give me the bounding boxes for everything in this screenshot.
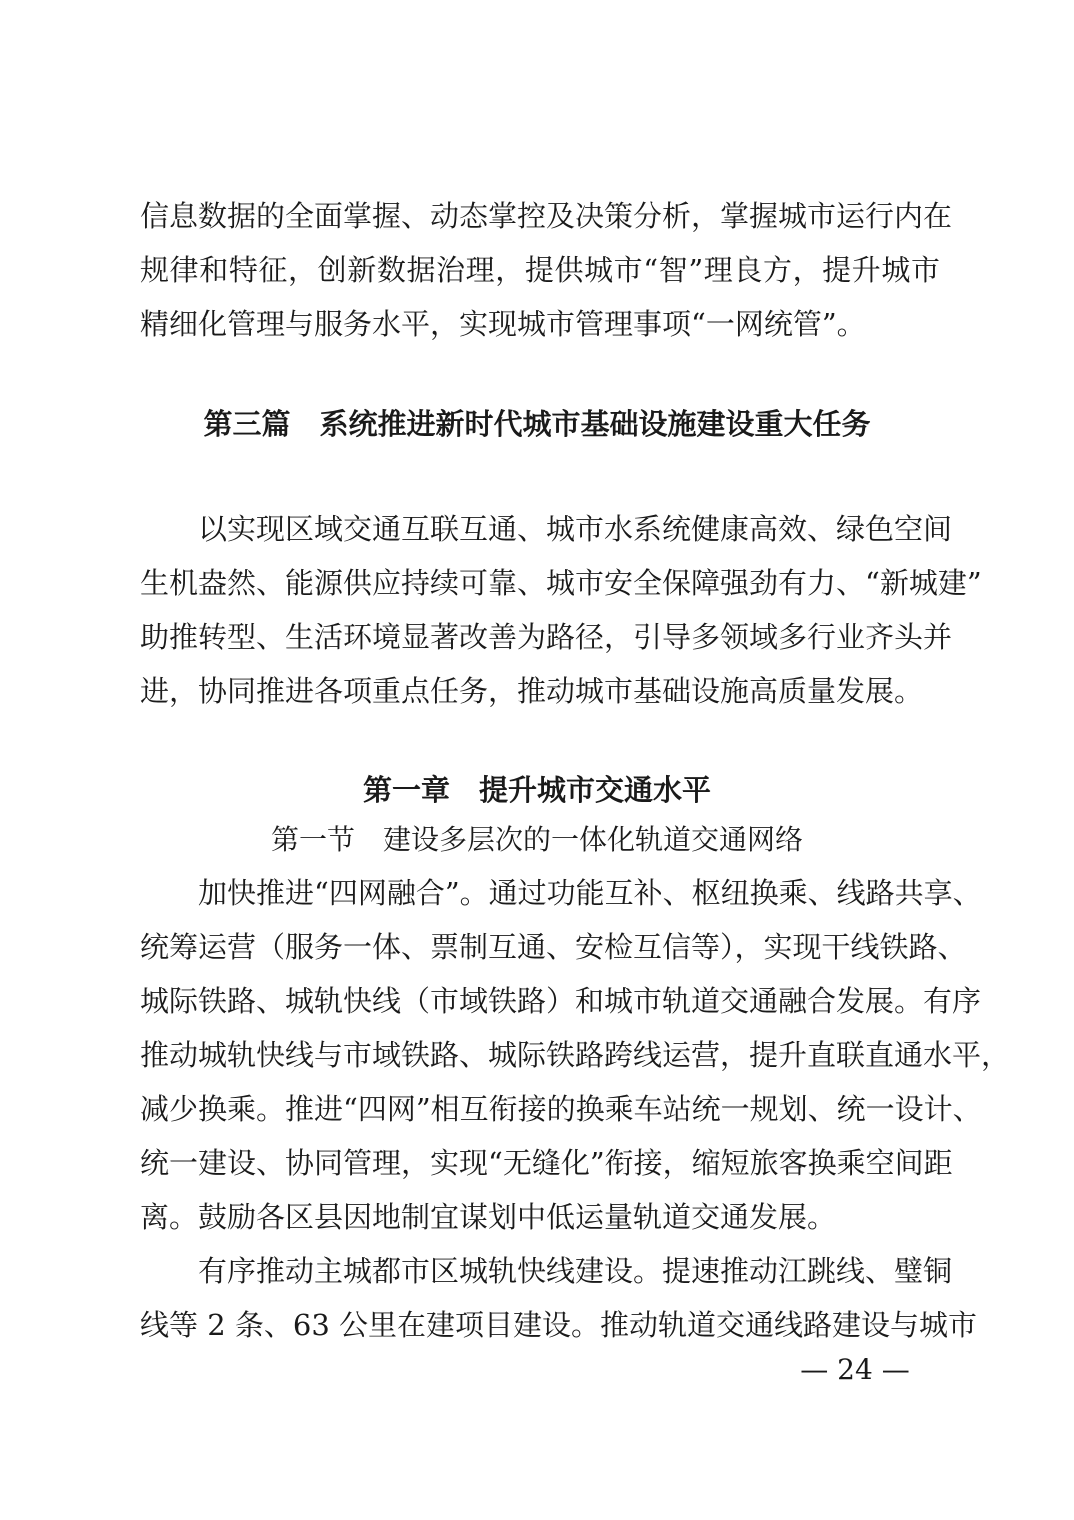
page-number: — 24 —	[800, 1353, 910, 1386]
body-text-line: 规律和特征，创新数据治理，提供城市“智”理良方，提升城市	[140, 253, 940, 287]
part-title: 第三篇 系统推进新时代城市基础设施建设重大任务	[203, 407, 871, 441]
body-text-line: 精细化管理与服务水平，实现城市管理事项“一网统管”。	[140, 307, 866, 341]
body-text-line: 统筹运营（服务一体、票制互通、安检互信等），实现干线铁路、	[140, 930, 967, 964]
body-text-line: 推动城轨快线与市域铁路、城际铁路跨线运营，提升直联直通水平，	[140, 1038, 1011, 1072]
body-text-line: 减少换乘。推进“四网”相互衔接的换乘车站统一规划、统一设计、	[140, 1092, 982, 1126]
body-text-line: 以实现区域交通互联互通、城市水系统健康高效、绿色空间	[198, 512, 953, 546]
body-text-line: 进，协同推进各项重点任务，推动城市基础设施高质量发展。	[140, 674, 924, 708]
body-text-line: 有序推动主城都市区城轨快线建设。提速推动江跳线、璧铜	[198, 1254, 953, 1288]
body-text-line: 加快推进“四网融合”。通过功能互补、枢纽换乘、线路共享、	[198, 876, 982, 910]
body-text-line: 生机盎然、能源供应持续可靠、城市安全保障强劲有力、“新城建”	[140, 566, 982, 600]
body-text-line: 统一建设、协同管理，实现“无缝化”衔接，缩短旅客换乘空间距	[140, 1146, 953, 1180]
chapter-title: 第一章 提升城市交通水平	[362, 773, 711, 807]
body-text-line: 信息数据的全面掌握、动态掌控及决策分析，掌握城市运行内在	[140, 199, 953, 233]
body-text-line: 城际铁路、城轨快线（市域铁路）和城市轨道交通融合发展。有序	[140, 984, 982, 1018]
body-text-line: 离。鼓励各区县因地制宜谋划中低运量轨道交通发展。	[140, 1200, 837, 1234]
body-text-line: 助推转型、生活环境显著改善为路径，引导多领域多行业齐头并	[140, 620, 953, 654]
section-title: 第一节 建设多层次的一体化轨道交通网络	[270, 823, 803, 856]
body-text-line: 线等 2 条、63 公里在建项目建设。推动轨道交通线路建设与城市	[140, 1308, 978, 1342]
